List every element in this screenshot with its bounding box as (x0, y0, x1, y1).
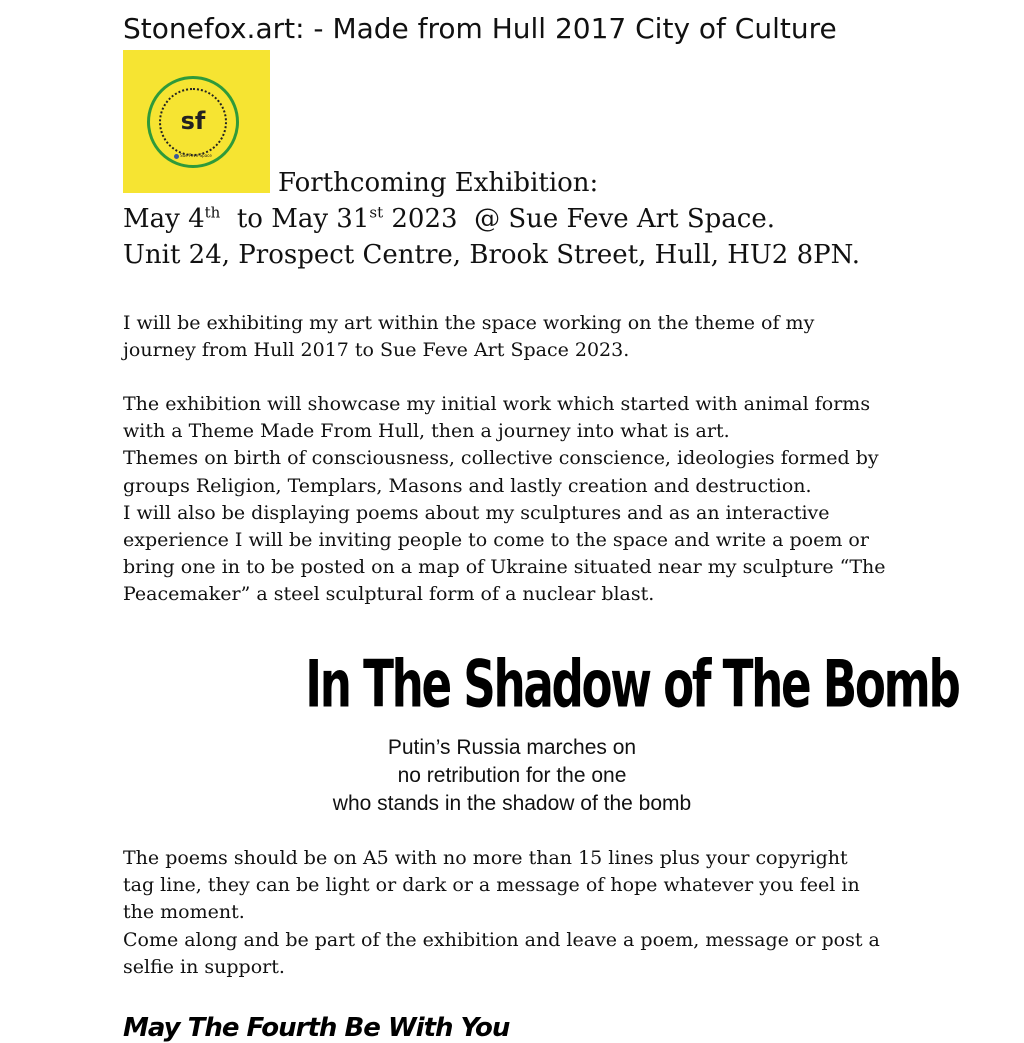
logo-caption (150, 153, 236, 159)
poem-title: In The Shadow of The Bomb (305, 645, 959, 723)
paragraph-line: I will be exhibiting my art within the space working on the theme of my (123, 312, 815, 334)
footer-heading-clipped (123, 1013, 523, 1043)
paragraph-line: bring one in to be posted on a map of Ukraine situated near my sculpture “The (123, 556, 886, 579)
exhibition-dates (123, 201, 775, 237)
date-start-suffix: th (204, 203, 221, 222)
paragraph-line: the moment. (123, 901, 245, 924)
sue-feve-space-logo (123, 50, 270, 193)
paragraph-line: I will also be displaying poems about my sculptures and as an interactive (123, 501, 830, 524)
date-start: May 4 (123, 204, 205, 234)
date-rest: 2023 @ Sue Feve Art Space. (383, 204, 775, 234)
page-title: Stonefox.art: - Made from Hull 2017 City of Culture (123, 12, 837, 45)
intro-paragraph (123, 310, 923, 364)
date-middle: to May 31 (220, 204, 370, 234)
poem-verse (262, 734, 762, 818)
paragraph-line: journey from Hull 2017 to Sue Feve Art Space 2023. (123, 339, 630, 362)
paragraph-line: experience I will be inviting people to come to the space and write a poem or (123, 529, 869, 552)
paragraph-line: Come along and be part of the exhibition and leave a poem, message or post a (123, 928, 880, 951)
logo-ring (147, 76, 239, 168)
poem-line: no retribution for the one (397, 764, 627, 787)
facebook-icon (174, 154, 179, 159)
logo-caption-text: Sue Feve Space (180, 153, 212, 158)
poem-line: who stands in the shadow of the bomb (332, 792, 692, 815)
paragraph-line: Themes on birth of consciousness, collective conscience, ideologies formed by (123, 447, 879, 470)
exhibition-label: Forthcoming Exhibition: (278, 168, 599, 198)
paragraph-line: The poems should be on A5 with no more than 15 lines plus your copyright (123, 847, 848, 869)
date-end-suffix: st (369, 203, 384, 222)
paragraph-line: with a Theme Made From Hull, then a journey into what is art. (123, 420, 730, 443)
logo-dotted-circle (159, 88, 227, 156)
exhibition-address: Unit 24, Prospect Centre, Brook Street, Hull, HU2 8PN. (123, 240, 861, 270)
paragraph-line: groups Religion, Templars, Masons and lastly creation and destruction. (123, 474, 812, 497)
paragraph-line: Peacemaker” a steel sculptural form of a nuclear blast. (123, 583, 655, 606)
paragraph-line: The exhibition will showcase my initial work which started with animal forms (123, 393, 871, 415)
logo-mark: sf (180, 107, 206, 135)
paragraph-line: tag line, they can be light or dark or a message of hope whatever you feel in (123, 874, 860, 897)
poem-line: Putin’s Russia marches on (387, 736, 637, 759)
description-paragraph (123, 391, 923, 609)
instructions-paragraph (123, 845, 923, 981)
footer-heading-text: May The Fourth Be With You (123, 1013, 510, 1043)
paragraph-line: selfie in support. (123, 955, 285, 978)
